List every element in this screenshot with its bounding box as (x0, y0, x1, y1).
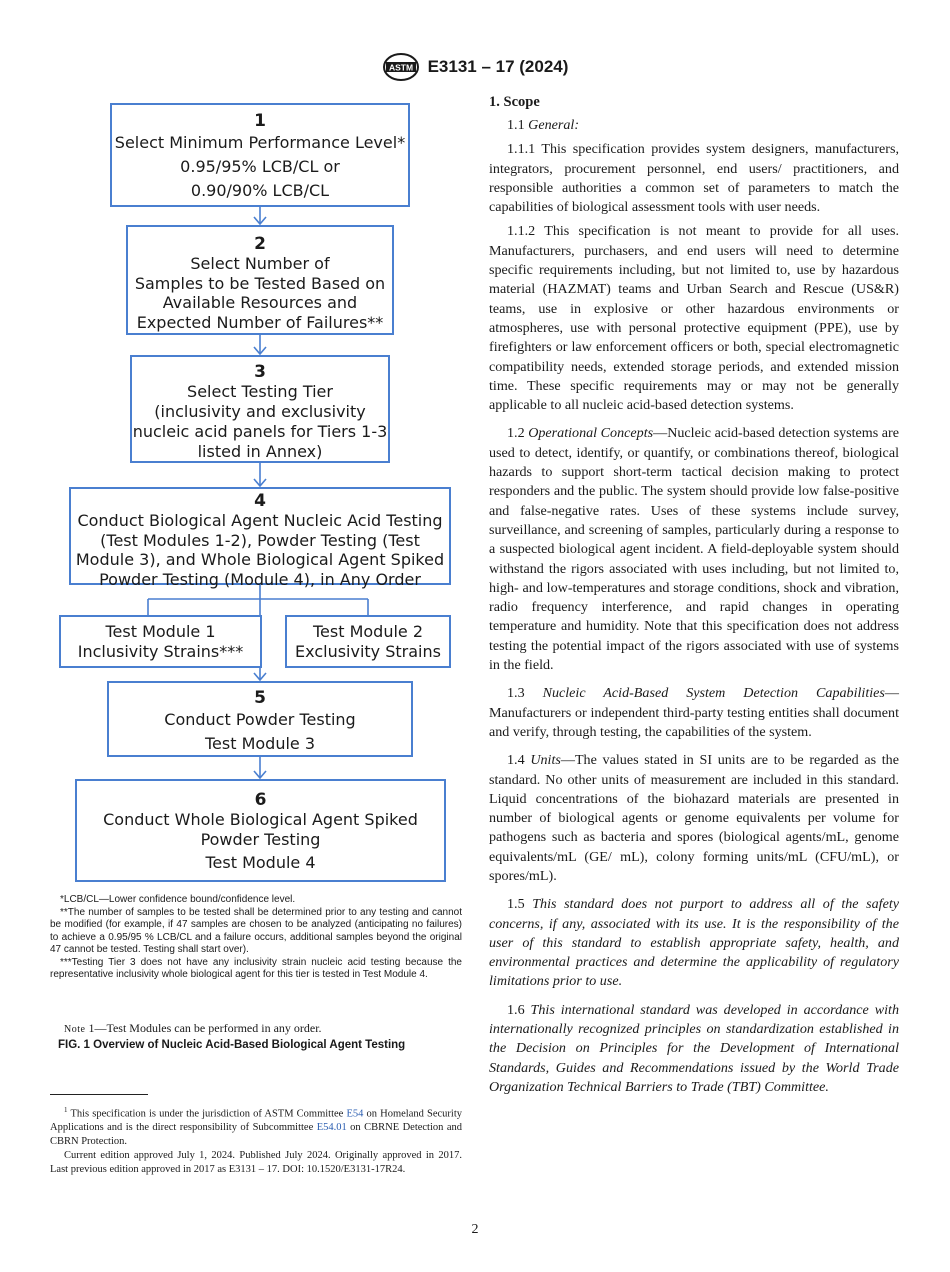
step-number: 5 (254, 688, 266, 708)
figure-caption: FIG. 1 Overview of Nucleic Acid-Based Biological Agent Testing (58, 1039, 406, 1051)
module-text: Test Module 1 (105, 622, 216, 641)
step-text: Select Number of (190, 254, 330, 273)
footnote-rule (50, 1094, 148, 1095)
step-6-box (75, 779, 446, 882)
section-text: —The values stated in SI units are to be regarded as the standard. No other units of measurement are included in this standard. Liquid concentrations of the biohazard materials are presented in number of biological agents or genome equivalents per volume for pathogens such as bacteria and spores (biological agents/mL, genome equivalents/mL (GE/ mL), colony forming units/mL (CFU/mL), or spores/mL). (489, 752, 899, 884)
footnote-mark: 1 (64, 1106, 68, 1114)
note-label: Note (64, 1024, 86, 1035)
footnote-paragraph: Current edition approved July 1, 2024. Published July 2024. Originally approved in 2017. Last previous edition approved in 2017 as E3131 – 17. DOI: 10.1520/E3131-17R24. (50, 1150, 462, 1175)
footnote-text: on Homeland Security Applications and is the direct responsibility of Subcommittee (50, 1108, 462, 1134)
step-text: 0.90/90% LCB/CL (190, 181, 330, 200)
section-number: 1.6 (507, 1001, 531, 1018)
figure-note: ***Testing Tier 3 does not have any inclusivity strain nucleic acid testing because the representative inclusivity whole biological agent for this tier is tested in Test Module 4. (50, 956, 462, 980)
section-number: 1.2 (507, 425, 529, 442)
step-text: Available Resources and (162, 293, 358, 312)
step-3-box (130, 355, 390, 463)
step-number: 1 (254, 111, 266, 131)
step-4-box (69, 487, 451, 589)
step-text: Powder Testing (Module 4), in Any Order (99, 569, 421, 589)
section-heading: 1. Scope (489, 94, 540, 110)
standard-designation: E3131 – 17 (2024) (427, 57, 569, 76)
footnote-paragraph (50, 1104, 462, 1148)
section-1-1-2: 1.1.2 This specification is not meant to provide for all uses. Manufacturers, purchasers, and end users will need to determine specific requirements including, but not limited to, use by hazardous material (HAZMAT) teams and Urban Search and Rescue (US&R) teams, use in explosive or other hazardous environments or atmospheres, use with personal protective equipment (PPE), use by firefighters or law enforcement officers or both, special electromagnetic compatibility needs, extended storage periods, and extended mission time. These specific requirements may or may not be generally applicable to all nucleic acid-based detection systems. (489, 223, 899, 414)
step-number: 3 (254, 362, 266, 382)
step-text: Test Module 3 (204, 734, 316, 753)
subcommittee-link[interactable]: E54.01 (316, 1122, 347, 1134)
section-1-1-1: 1.1.1 This specification provides system designers, manufacturers, integrators, procurement personnel, end users/ practitioners, and responsible authorities a common set of parameters to match the capabilities of biological assessment tools with user needs. (489, 141, 899, 216)
section-1-1 (489, 116, 899, 135)
footnote (50, 1104, 462, 1177)
body-column (489, 92, 899, 1102)
step-number: 2 (254, 234, 266, 254)
module-text: Inclusivity Strains*** (77, 641, 244, 661)
module-text: Exclusivity Strains (295, 641, 441, 661)
step-text: listed in Annex) (197, 442, 323, 461)
test-module-2-box (285, 615, 451, 668)
section-number: 1.3 (507, 685, 543, 702)
section-number: 1.4 (507, 752, 531, 769)
section-text: This standard does not purport to address all of the safety concerns, if any, associated with its use. It is the responsibility of the user of this standard to establish appropriate safety, health, and environmental practices and determine the applicability of regulatory limitations prior to use. (489, 896, 899, 990)
section-1-4 (489, 751, 899, 886)
step-text: nucleic acid panels for Tiers 1-3 (132, 422, 388, 441)
step-text: Samples to be Tested Based on (134, 273, 386, 293)
footnote-text: This specification is under the jurisdiction of ASTM Committee (70, 1108, 347, 1120)
section-1-6 (489, 1001, 899, 1097)
section-1-2 (489, 424, 899, 675)
committee-link[interactable]: E54 (346, 1108, 364, 1120)
flowchart (0, 0, 470, 900)
section-title: General: (528, 117, 580, 133)
test-module-1-box (59, 615, 262, 668)
step-5-box (107, 681, 413, 757)
step-text: Conduct Biological Agent Nucleic Acid Testing (77, 511, 443, 530)
section-title: Units (530, 752, 561, 769)
step-text: Powder Testing (200, 829, 321, 849)
step-text: Test Module 4 (205, 853, 316, 872)
step-text: Select Testing Tier (187, 382, 333, 401)
step-text: Expected Number of Failures** (136, 312, 384, 332)
step-number: 6 (254, 790, 267, 810)
footnote-text: on CBRNE Detection and CBRN Protection. (50, 1122, 462, 1147)
section-title: Operational Concepts (528, 425, 654, 442)
section-1-3 (489, 684, 899, 742)
figure-note: **The number of samples to be tested shall be determined prior to any testing and cannot be modified (for example, if 47 samples are chosen to be analyzed (anticipating no failures) to achieve a 0.95/95 % LCB/CL and a failure occurs, additional samples beyond the original 47 cannot be tested. Testing shall start over). (50, 906, 462, 955)
section-text: This international standard was developed in accordance with internationally recognized principles on standardization established in the Decision on Principles for the Development of International Standards, Guides and Recommendations issued by the World Trade Organization Technical Barriers to Trade (TBT) Committee. (489, 1001, 899, 1095)
note-text: 1—Test Modules can be performed in any order. (85, 1021, 322, 1035)
step-number: 4 (254, 491, 266, 511)
step-text: Conduct Whole Biological Agent Spiked (103, 810, 418, 829)
figure-note-1 (64, 1021, 322, 1036)
step-2-box (126, 225, 394, 335)
figure-notes (50, 894, 462, 982)
figure-note: *LCB/CL—Lower confidence bound/confidence level. (60, 894, 296, 905)
step-text: (inclusivity and exclusivity (154, 402, 366, 421)
logo-text: ASTM (388, 62, 413, 73)
module-text: Test Module 2 (312, 622, 424, 641)
step-1-box (110, 103, 410, 207)
step-text: (Test Modules 1-2), Powder Testing (Test (100, 530, 420, 550)
page-number: 2 (471, 1222, 479, 1237)
section-title: Nucleic Acid-Based System Detection Capabilities (542, 685, 885, 702)
step-text: Conduct Powder Testing (164, 710, 356, 729)
section-number: 1.5 (507, 896, 533, 913)
step-text: 0.95/95% LCB/CL or (180, 157, 340, 176)
step-text: Module 3), and Whole Biological Agent Spiked (75, 550, 445, 569)
section-text: — Manufacturers or independent third-party testing entities shall document and verify, through testing, the capabilities of the system. (489, 685, 899, 740)
section-1-5 (489, 895, 899, 991)
section-number: 1.1 (507, 117, 529, 133)
section-text: —Nucleic acid-based detection systems are used to detect, identify, or quantify, or combinations thereof, biological hazards to support short-term tactical decision making to protect responders and the public. The system should provide low false-positive and false-negative rates. Uses of these systems include survey, surveillance, and screening of samples, particularly during a response to a suspected biological agent incident. A field-deployable system should withstand the rigors associated with uses including, but not limited to, high- and low-temperatures and storage conditions, shock and vibration, radio frequency interference, and rapid changes in operating temperature and humidity. Note that this specification does not address testing the potential impact of the rigors associated with use of systems in the field. (489, 425, 900, 674)
step-text: Select Minimum Performance Level* (114, 133, 406, 152)
